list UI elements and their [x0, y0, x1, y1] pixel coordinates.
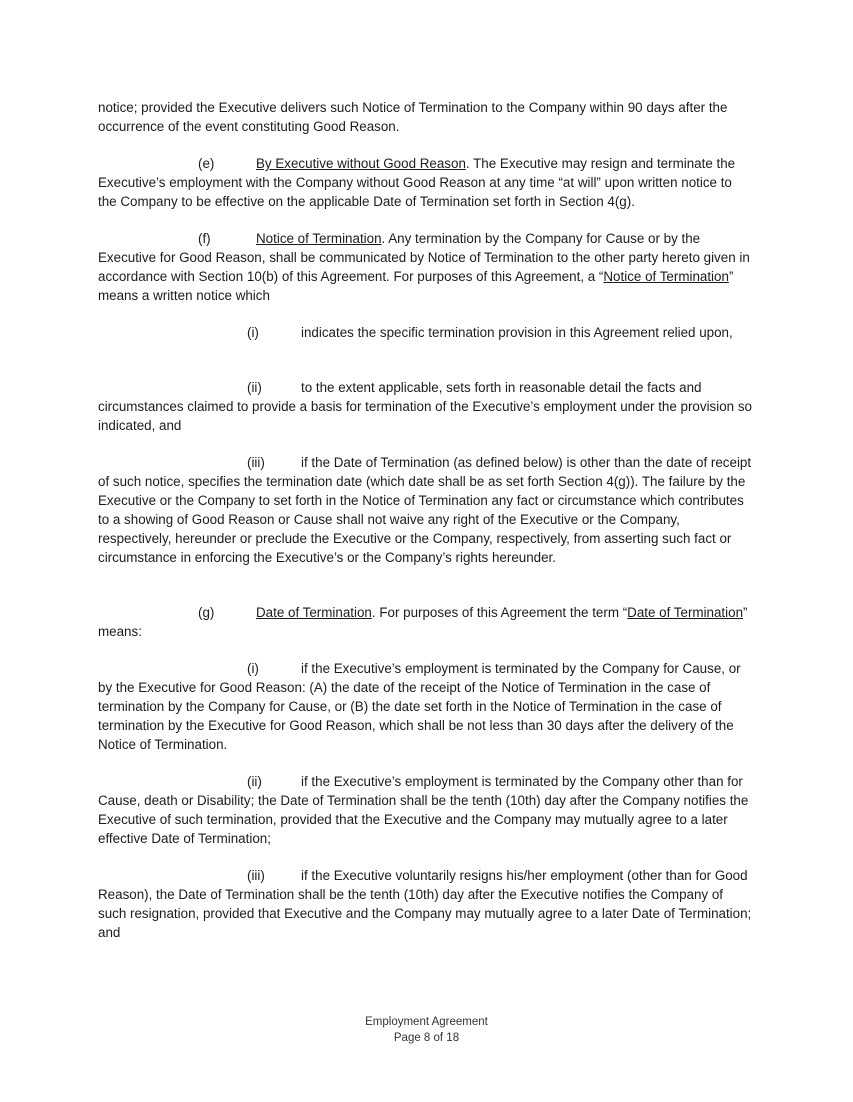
section-f-tail: ” means a written notice which: [98, 269, 734, 303]
section-e-marker: (e): [198, 156, 215, 171]
item-marker: (ii): [247, 774, 262, 789]
section-g-tail: ” means:: [98, 605, 748, 639]
section-g-heading: Date of Termination: [256, 605, 372, 620]
item-text: if the Date of Termination (as defined below) is other than the date of receipt of such notice, specifies the termination date (which date shall be as set forth Section 4(g)). The failure by the Executive or the Company to set forth in the Notice of Termination any fact or circumstance which contributes to a showing of Good Reason or Cause shall not waive any right of the Executive or the Company, respectively, hereunder or preclude the Executive or the Company, respectively, from asserting such fact or circumstance in enforcing the Executive’s or the Company’s rights hereunder.: [98, 455, 752, 565]
item-marker: (iii): [247, 455, 265, 470]
section-g-paragraph: [98, 603, 753, 641]
section-g-item-iii: [98, 866, 753, 942]
item-text: indicates the specific termination provision in this Agreement relied upon,: [301, 325, 733, 340]
intro-paragraph: notice; provided the Executive delivers such Notice of Termination to the Company within 90 days after the occurrence of the event constituting Good Reason.: [98, 100, 728, 134]
item-marker: (i): [247, 325, 259, 340]
item-marker: (ii): [247, 380, 262, 395]
footer-page-number: Page 8 of 18: [393, 1032, 460, 1044]
section-g-item-i: [98, 659, 753, 754]
item-text: if the Executive’s employment is terminated by the Company other than for Cause, death or Disability; the Date of Termination shall be the tenth (10th) day after the Company notifies the Executive of such termination, provided that the Executive and the Company may mutually agree to a later effective Date of Termination;: [98, 774, 749, 846]
item-marker: (i): [247, 661, 259, 676]
section-f-item-i: [98, 323, 753, 342]
section-f-heading: Notice of Termination: [256, 231, 382, 246]
section-g-item-ii: [98, 772, 753, 848]
section-g-defined-term: Date of Termination: [627, 605, 744, 620]
section-f-marker: (f): [198, 231, 211, 246]
section-g-marker: (g): [198, 605, 215, 620]
section-e-paragraph: [98, 154, 753, 211]
item-marker: (iii): [247, 868, 265, 883]
section-f-item-ii: [98, 378, 753, 435]
section-f-text: . Any termination by the Company for Cause or by the Executive for Good Reason, shall be communicated by Notice of Termination to the other party hereto given in accordance with Section 10(b) of this Agreement. For purposes of this Agreement, a “: [98, 231, 750, 284]
footer-title: Employment Agreement: [365, 1016, 488, 1028]
section-f-defined-term: Notice of Termination: [603, 269, 729, 284]
section-e-text: . The Executive may resign and terminate the Executive’s employment with the Company without Good Reason at any time “at will” upon written notice to the Company to be effective on the applicable Date of Termination set forth in Section 4(g).: [98, 156, 736, 209]
section-e-heading: By Executive without Good Reason: [256, 156, 466, 171]
section-f-paragraph: [98, 229, 753, 305]
section-f-item-iii: [98, 453, 753, 567]
item-text: if the Executive voluntarily resigns his/her employment (other than for Good Reason), the Date of Termination shall be the tenth (10th) day after the Executive notifies the Company of such resignation, provided that Executive and the Company may mutually agree to a later Date of Termination; and: [98, 868, 752, 940]
item-text: if the Executive’s employment is terminated by the Company for Cause, or by the Executive for Good Reason: (A) the date of the receipt of the Notice of Termination in the case of termination by the Company for Cause, or (B) the date set forth in the Notice of Termination in the case of termination by the Executive for Good Reason, which shall be not less than 30 days after the delivery of the Notice of Termination.: [98, 661, 741, 752]
section-g-text: . For purposes of this Agreement the term “: [371, 605, 628, 620]
item-text: to the extent applicable, sets forth in reasonable detail the facts and circumstances claimed to provide a basis for termination of the Executive’s employment under the provision so indicated, and: [98, 380, 752, 433]
